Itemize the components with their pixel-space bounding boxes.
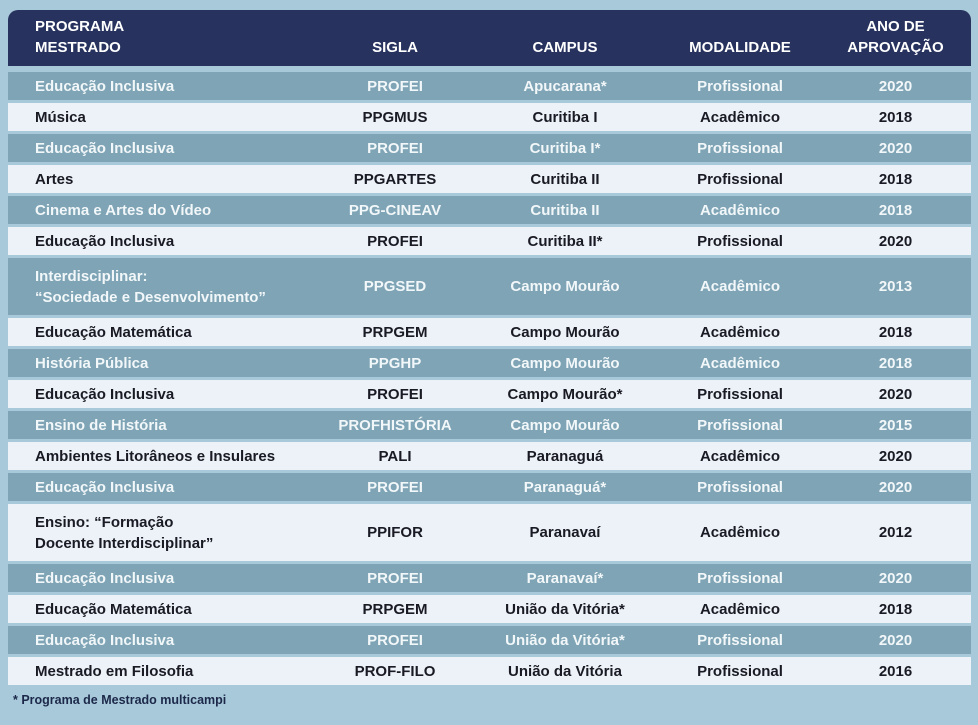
cell-ano: 2015	[878, 416, 913, 434]
cell-campus: Paranavaí*	[526, 569, 604, 587]
cell-campus: Curitiba I*	[529, 139, 601, 157]
cell-ano: 2018	[878, 108, 913, 126]
cell-programa: Educação Inclusiva	[35, 139, 175, 157]
cell-ano: 2018	[878, 201, 913, 219]
cell-programa: Ambientes Litorâneos e Insulares	[35, 447, 276, 465]
cell-sigla: PPGMUS	[362, 108, 428, 126]
header-cell-ano	[820, 16, 971, 66]
cell-campus: Campo Mourão	[510, 354, 620, 372]
cell-sigla: PALI	[378, 447, 412, 465]
cell-sigla: PPGSED	[363, 278, 427, 295]
cell-ano: 2018	[878, 600, 913, 618]
cell-programa: História Pública	[35, 354, 149, 372]
cell-programa: Música	[35, 108, 86, 126]
table-header	[8, 10, 971, 66]
header-ano-line1: ANO DE	[866, 18, 925, 35]
cell-programa: Ensino: “Formação Docente Interdisciplinar”	[35, 513, 214, 552]
cell-sigla: PPIFOR	[367, 524, 423, 541]
cell-programa: Educação Matemática	[35, 600, 192, 618]
cell-sigla: PRPGEM	[362, 600, 428, 618]
cell-campus: Apucarana*	[523, 77, 607, 95]
cell-modalidade: Profissional	[697, 631, 783, 649]
cell-programa: Educação Inclusiva	[35, 232, 175, 250]
header-programa-line2: MESTRADO	[35, 39, 121, 56]
cell-sigla: PROFEI	[367, 77, 423, 95]
cell-modalidade: Acadêmico	[699, 323, 781, 341]
cell-modalidade: Profissional	[697, 569, 783, 587]
cell-ano: 2018	[878, 323, 913, 341]
cell-ano: 2020	[878, 385, 913, 403]
cell-ano: 2020	[878, 569, 913, 587]
cell-sigla: PROFHISTÓRIA	[338, 416, 452, 434]
cell-sigla: PROFEI	[367, 478, 423, 496]
cell-sigla: PPGHP	[368, 354, 422, 372]
cell-modalidade: Profissional	[697, 139, 783, 157]
cell-ano: 2020	[878, 478, 913, 496]
cell-campus: União da Vitória	[508, 662, 622, 680]
cell-programa: Educação Matemática	[35, 323, 192, 341]
cell-modalidade: Profissional	[697, 170, 783, 188]
cell-campus: Curitiba II*	[527, 232, 603, 250]
table-row	[8, 165, 971, 193]
cell-programa: Educação Inclusiva	[35, 77, 175, 95]
cell-programa: Educação Inclusiva	[35, 385, 175, 403]
cell-ano: 2012	[878, 524, 913, 541]
cell-modalidade: Acadêmico	[699, 447, 781, 465]
cell-sigla: PPGARTES	[353, 170, 437, 188]
cell-sigla: PROFEI	[367, 232, 423, 250]
table-row	[8, 504, 971, 561]
cell-ano: 2020	[878, 447, 913, 465]
header-programa-line1: PROGRAMA	[35, 18, 125, 35]
cell-sigla: PROFEI	[367, 631, 423, 649]
header-ano-line2: APROVAÇÃO	[847, 39, 944, 56]
cell-modalidade: Profissional	[697, 662, 783, 680]
cell-ano: 2020	[878, 77, 913, 95]
table-row	[8, 134, 971, 162]
cell-programa: Educação Inclusiva	[35, 478, 175, 496]
cell-campus: Paranaguá*	[523, 478, 607, 496]
cell-modalidade: Acadêmico	[699, 524, 781, 541]
cell-sigla: PROFEI	[367, 569, 423, 587]
cell-programa: Artes	[35, 170, 74, 188]
cell-programa: Mestrado em Filosofia	[35, 662, 194, 680]
cell-modalidade: Profissional	[697, 478, 783, 496]
cell-ano: 2018	[878, 354, 913, 372]
cell-ano: 2016	[878, 662, 913, 680]
cell-programa: Educação Inclusiva	[35, 569, 175, 587]
cell-modalidade: Acadêmico	[699, 600, 781, 618]
cell-programa: Educação Inclusiva	[35, 631, 175, 649]
table-row	[8, 595, 971, 623]
cell-campus: Campo Mourão*	[507, 385, 623, 403]
cell-campus: Paranavaí	[529, 524, 601, 541]
header-cell-modalidade: MODALIDADE	[689, 39, 791, 56]
table-row	[8, 657, 971, 685]
cell-ano: 2020	[878, 232, 913, 250]
footnote: * Programa de Mestrado multicampi	[13, 693, 227, 707]
header-cell-programa	[8, 16, 320, 66]
cell-ano: 2013	[878, 278, 913, 295]
cell-ano: 2020	[878, 139, 913, 157]
table-row	[8, 72, 971, 100]
cell-sigla: PROFEI	[367, 139, 423, 157]
table-row	[8, 227, 971, 255]
table-row	[8, 626, 971, 654]
table-row	[8, 380, 971, 408]
header-cell-sigla: SIGLA	[372, 39, 418, 56]
cell-campus: Campo Mourão	[510, 416, 620, 434]
cell-modalidade: Profissional	[697, 416, 783, 434]
cell-modalidade: Profissional	[697, 232, 783, 250]
cell-modalidade: Acadêmico	[699, 278, 781, 295]
cell-campus: Curitiba II	[530, 201, 600, 219]
cell-programa: Interdisciplinar: “Sociedade e Desenvolvimento”	[35, 267, 266, 306]
table-row	[8, 564, 971, 592]
cell-modalidade: Acadêmico	[699, 108, 781, 126]
cell-programa: Ensino de História	[35, 416, 167, 434]
cell-sigla: PROF-FILO	[354, 662, 436, 680]
cell-modalidade: Profissional	[697, 385, 783, 403]
cell-ano: 2018	[878, 170, 913, 188]
header-cell-campus: CAMPUS	[532, 39, 598, 56]
cell-campus: Campo Mourão	[510, 278, 620, 295]
table-row	[8, 318, 971, 346]
cell-sigla: PROFEI	[367, 385, 423, 403]
cell-campus: União da Vitória*	[505, 631, 625, 649]
cell-campus: Campo Mourão	[510, 323, 620, 341]
cell-campus: União da Vitória*	[505, 600, 625, 618]
cell-modalidade: Acadêmico	[699, 354, 781, 372]
table-row	[8, 349, 971, 377]
cell-modalidade: Profissional	[697, 77, 783, 95]
cell-campus: Curitiba I	[532, 108, 598, 126]
table-row	[8, 411, 971, 439]
cell-ano: 2020	[878, 631, 913, 649]
table-body	[8, 72, 971, 685]
table-row	[8, 103, 971, 131]
cell-sigla: PPG-CINEAV	[348, 201, 442, 219]
table-row	[8, 196, 971, 224]
table-row	[8, 258, 971, 315]
cell-campus: Paranaguá	[526, 447, 604, 465]
table-row	[8, 473, 971, 501]
cell-modalidade: Acadêmico	[699, 201, 781, 219]
cell-sigla: PRPGEM	[362, 323, 428, 341]
table-row	[8, 442, 971, 470]
cell-campus: Curitiba II	[530, 170, 600, 188]
cell-programa: Cinema e Artes do Vídeo	[35, 201, 212, 219]
